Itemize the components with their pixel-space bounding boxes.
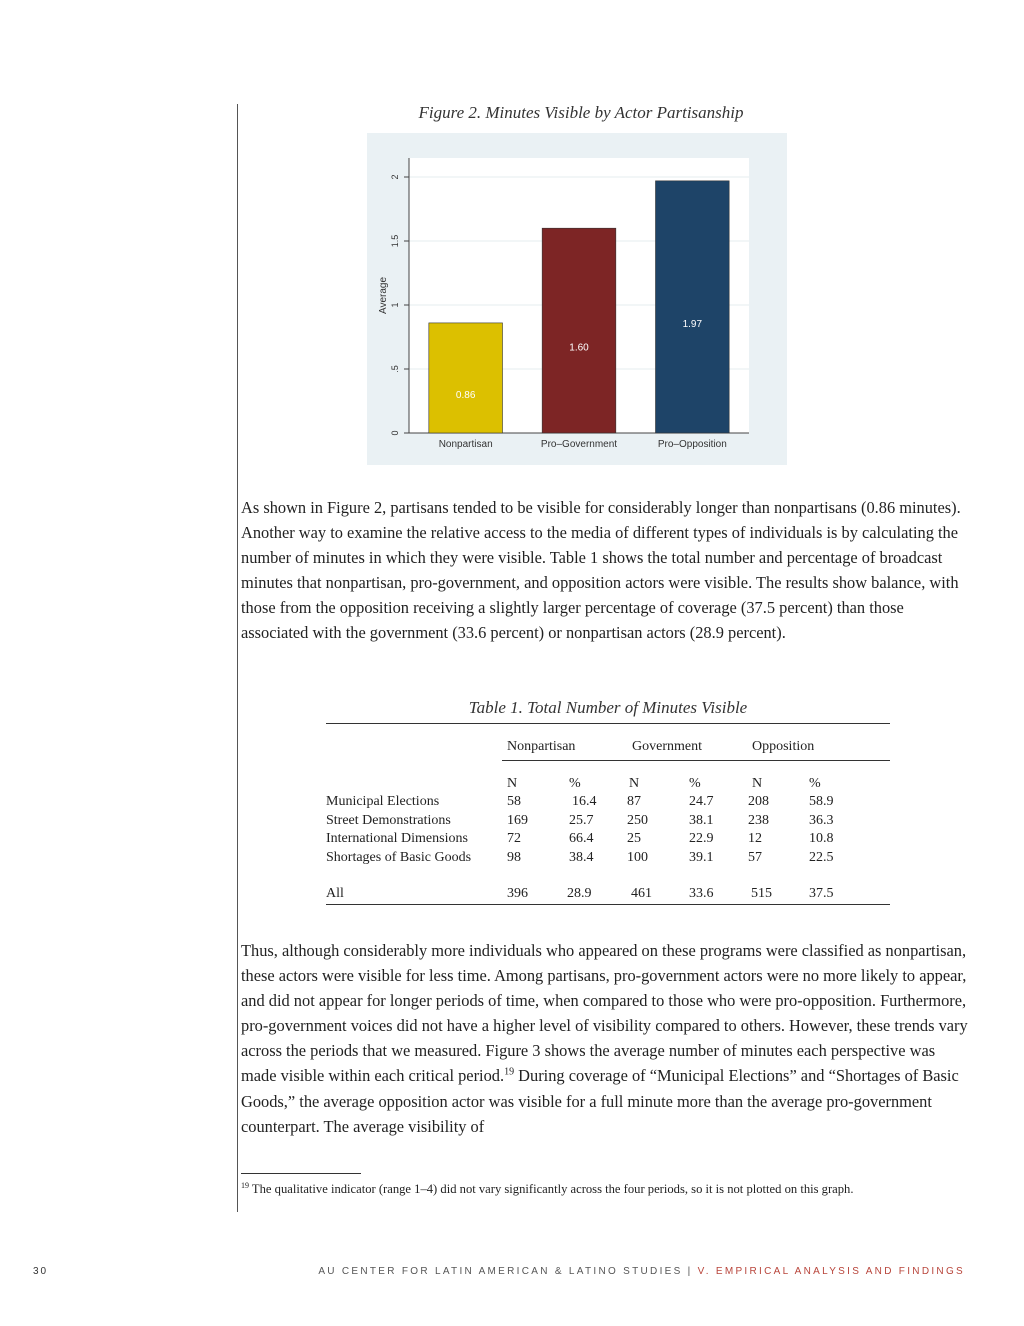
table-row-label: Shortages of Basic Goods xyxy=(326,850,472,865)
y-tick-label: 2 xyxy=(390,174,400,180)
footnote-ref[interactable]: 19 xyxy=(504,1067,515,1078)
table-total-cell: 461 xyxy=(631,886,652,901)
y-tick-label: 1.5 xyxy=(390,234,400,248)
table-cell: 66.4 xyxy=(569,831,594,846)
bar xyxy=(542,228,616,433)
bar xyxy=(429,323,503,433)
bar-value-label: 1.97 xyxy=(682,318,703,330)
table-subheader: % xyxy=(809,776,821,791)
table-cell: 98 xyxy=(507,850,521,865)
table-subheader: % xyxy=(689,776,701,791)
paragraph-2 xyxy=(241,938,971,1139)
table-cell: 12 xyxy=(748,831,762,846)
running-footer-org: AU CENTER FOR LATIN AMERICAN & LATINO STUDIES | xyxy=(318,1266,698,1277)
footnote-number: 19 xyxy=(241,1181,249,1190)
footnote xyxy=(241,1181,854,1197)
table-cell: 25 xyxy=(627,831,641,846)
table-cell: 169 xyxy=(507,813,528,828)
table-group-header: Nonpartisan xyxy=(507,739,576,754)
table-cell: 38.4 xyxy=(569,850,594,865)
table-bottom-rule xyxy=(326,904,890,905)
footnote-rule xyxy=(241,1173,361,1174)
bar-value-label: 0.86 xyxy=(455,389,476,401)
table-subheader: N xyxy=(629,776,640,791)
y-tick-label: 0 xyxy=(390,430,400,436)
bar xyxy=(656,181,730,433)
table-cell: 250 xyxy=(627,813,648,828)
paragraph-1: As shown in Figure 2, partisans tended to be visible for considerably longer than nonpartisans (0.86 minutes). Another way to examine the relative access to the media of different types of individuals is by calculating the number of minutes in which they were visible. Table 1 shows the total number and percentage of broadcast minutes that nonpartisan, pro-government, and opposition actors were visible. The results show balance, with those from the opposition receiving a slightly larger percentage of coverage (37.5 percent) than those associated with the government (33.6 percent) or nonpartisan actors (28.9 percent). xyxy=(241,498,961,643)
x-tick-label: Pro–Opposition xyxy=(657,439,727,450)
table-cell: 24.7 xyxy=(689,794,714,809)
table-cell: 208 xyxy=(748,794,769,809)
table-cell: 36.3 xyxy=(809,813,834,828)
figure-caption: Figure 2. Minutes Visible by Actor Partisanship xyxy=(418,103,744,122)
table-cell: 87 xyxy=(627,794,641,809)
footnote-text: The qualitative indicator (range 1–4) did not vary significantly across the four periods, so it is not plotted on this graph. xyxy=(249,1182,854,1197)
table-row-label: Street Demonstrations xyxy=(326,813,451,828)
table-row-label: Municipal Elections xyxy=(326,794,440,809)
bar-chart xyxy=(367,133,787,465)
table-total-label: All xyxy=(326,886,344,901)
table-caption: Table 1. Total Number of Minutes Visible xyxy=(468,698,748,717)
table-subheader: N xyxy=(752,776,763,791)
table-group-header: Opposition xyxy=(752,739,815,754)
table-cell: 57 xyxy=(748,850,762,865)
table-total-cell: 515 xyxy=(751,886,772,901)
table-group-header: Government xyxy=(632,739,702,754)
y-tick-label: .5 xyxy=(390,365,400,373)
table-cell: 39.1 xyxy=(689,850,714,865)
table-total-cell: 37.5 xyxy=(809,886,834,901)
table-cell: 58.9 xyxy=(809,794,834,809)
table-top-rule xyxy=(326,723,890,724)
table-cell: 38.1 xyxy=(689,813,714,828)
table-total-cell: 33.6 xyxy=(689,886,714,901)
table-total-cell: 28.9 xyxy=(567,886,592,901)
table-cell: 100 xyxy=(627,850,648,865)
table-cell: 72 xyxy=(507,831,521,846)
table-subheader: N xyxy=(507,776,518,791)
table-header-rule xyxy=(502,760,890,761)
margin-rule xyxy=(237,104,238,1212)
paragraph-2-text: Thus, although considerably more individuals who appeared on these programs were classified as nonpartisan, these actors were visible for less time. Among partisans, pro-government actors were no more likely to appear, and did not appear for longer periods of time, when compared to those who were pro-opposition. Furthermore, pro-government voices did not have a higher level of visibility compared to others. However, these trends vary across the periods that we measured. Figure 3 shows the average number of minutes each perspective was made visible within each critical period. xyxy=(241,941,968,1086)
table-row-label: International Dimensions xyxy=(326,831,468,846)
table-total-cell: 396 xyxy=(507,886,528,901)
y-tick-label: 1 xyxy=(390,302,400,308)
table-cell: 238 xyxy=(748,813,769,828)
bar-value-label: 1.60 xyxy=(569,342,589,354)
table-cell: 16.4 xyxy=(572,794,597,809)
running-footer xyxy=(318,1266,965,1277)
table-cell: 58 xyxy=(507,794,521,809)
y-axis-label: Average xyxy=(378,276,389,315)
x-tick-label: Pro–Government xyxy=(540,439,618,450)
running-footer-section: V. EMPIRICAL ANALYSIS AND FINDINGS xyxy=(697,1266,965,1277)
table-cell: 22.9 xyxy=(689,831,714,846)
table-cell: 25.7 xyxy=(569,813,594,828)
paragraph-2-continued: During coverage of “Municipal Elections” and “Shortages of Basic Goods,” the average opposition actor was visible for a full minute more than the average pro-government counterpart. The average visibility of xyxy=(241,1066,959,1136)
page-number: 30 xyxy=(33,1266,49,1277)
table-cell: 22.5 xyxy=(809,850,834,865)
x-tick-label: Nonpartisan xyxy=(438,439,493,450)
table-subheader: % xyxy=(569,776,581,791)
table-cell: 10.8 xyxy=(809,831,834,846)
